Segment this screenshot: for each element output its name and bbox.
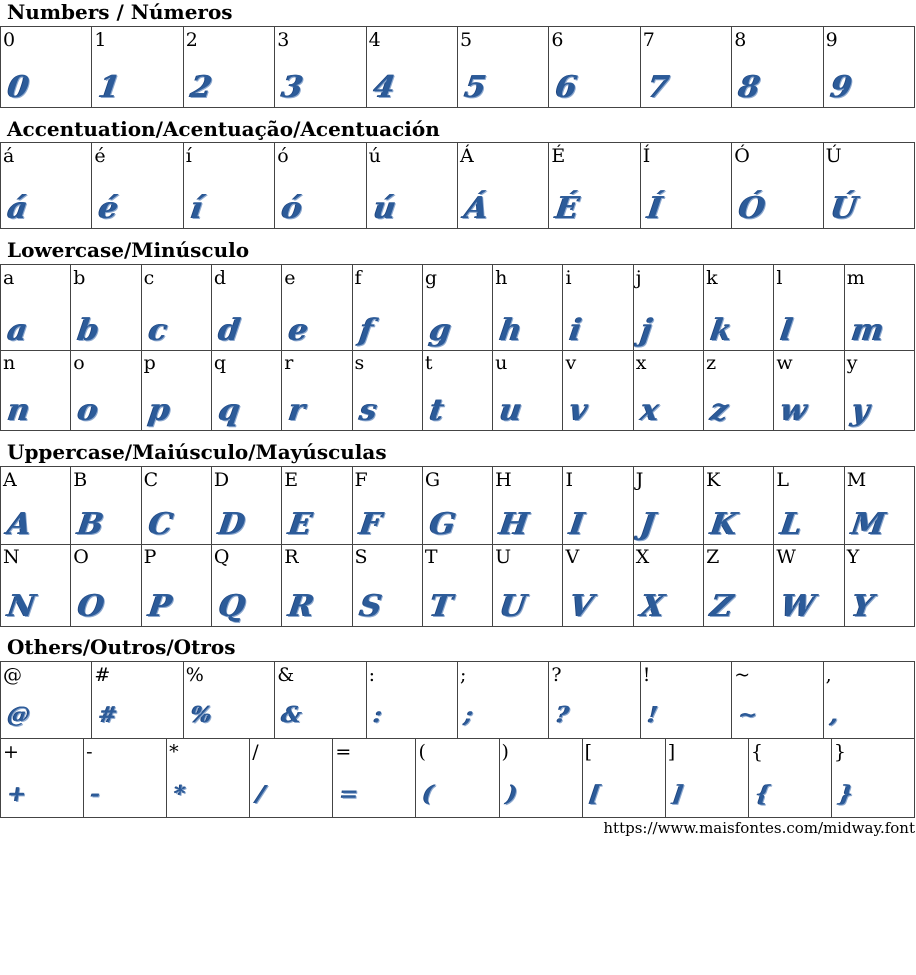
glyph-label: 6 bbox=[551, 29, 564, 51]
glyph-label: é bbox=[94, 145, 106, 167]
lowercase-grid-row-1 bbox=[0, 264, 915, 351]
glyph-cell bbox=[367, 27, 458, 108]
glyph-sample: [ bbox=[587, 781, 602, 807]
glyph-cell bbox=[184, 27, 275, 108]
glyph-cell bbox=[71, 467, 141, 545]
glyph-cell bbox=[71, 350, 141, 431]
glyph-cell bbox=[212, 265, 282, 351]
glyph-label: T bbox=[424, 546, 438, 568]
glyph-label: & bbox=[277, 664, 295, 686]
glyph-label: g bbox=[424, 267, 438, 289]
glyph-label: } bbox=[833, 741, 846, 763]
glyph-sample: O bbox=[75, 589, 107, 624]
glyph-cell bbox=[549, 143, 640, 229]
glyph-sample: 2 bbox=[188, 70, 215, 105]
glyph-sample: C bbox=[146, 507, 176, 542]
glyph-label: - bbox=[86, 741, 93, 763]
glyph-sample: q bbox=[216, 393, 243, 428]
others-grid-row-1 bbox=[0, 661, 915, 739]
glyph-sample: ) bbox=[504, 781, 519, 807]
uppercase-title: Uppercase/Maiúsculo/Mayúsculas bbox=[7, 440, 387, 464]
glyph-sample: é bbox=[97, 191, 122, 226]
glyph-cell bbox=[634, 350, 704, 431]
glyph-sample: f bbox=[357, 313, 375, 348]
glyph-label: 0 bbox=[3, 29, 16, 51]
glyph-sample: 7 bbox=[645, 70, 672, 105]
glyph-sample: : bbox=[371, 702, 384, 728]
glyph-sample: N bbox=[5, 589, 38, 624]
glyph-label: K bbox=[706, 469, 721, 491]
glyph-cell bbox=[493, 350, 563, 431]
glyph-sample: ( bbox=[421, 781, 436, 807]
glyph-label: @ bbox=[3, 664, 22, 686]
glyph-sample: / bbox=[255, 781, 268, 807]
glyph-cell bbox=[749, 739, 832, 818]
glyph-cell bbox=[212, 544, 282, 627]
glyph-sample: ó bbox=[279, 191, 305, 226]
glyph-label: ! bbox=[642, 664, 651, 686]
glyph-cell bbox=[1, 662, 92, 739]
glyph-sample: p bbox=[146, 393, 173, 428]
glyph-cell bbox=[845, 544, 915, 627]
glyph-sample: H bbox=[497, 507, 532, 542]
glyph-label: v bbox=[565, 352, 577, 374]
glyph-label: p bbox=[143, 352, 156, 374]
glyph-cell bbox=[634, 265, 704, 351]
glyph-sample: R bbox=[286, 589, 317, 624]
glyph-sample: g bbox=[427, 313, 454, 348]
glyph-cell bbox=[353, 467, 423, 545]
glyph-cell bbox=[423, 265, 493, 351]
glyph-sample: J bbox=[638, 507, 658, 542]
glyph-cell bbox=[774, 544, 844, 627]
glyph-sample: ; bbox=[463, 702, 475, 728]
glyph-sample: á bbox=[5, 191, 30, 226]
glyph-label: m bbox=[846, 267, 865, 289]
glyph-label: % bbox=[185, 664, 204, 686]
glyph-cell bbox=[275, 27, 366, 108]
glyph-cell bbox=[282, 467, 352, 545]
glyph-label: R bbox=[284, 546, 299, 568]
glyph-label: L bbox=[776, 469, 789, 491]
glyph-label: 7 bbox=[642, 29, 655, 51]
glyph-sample: 0 bbox=[5, 70, 32, 105]
glyph-cell bbox=[142, 265, 212, 351]
glyph-sample: ! bbox=[645, 702, 660, 728]
glyph-cell bbox=[275, 143, 366, 229]
glyph-sample: 6 bbox=[554, 70, 580, 105]
glyph-label: t bbox=[424, 352, 433, 374]
glyph-cell bbox=[704, 544, 774, 627]
glyph-label: 4 bbox=[368, 29, 381, 51]
glyph-sample: w bbox=[778, 393, 810, 428]
glyph-sample: r bbox=[286, 393, 308, 428]
glyph-cell bbox=[275, 662, 366, 739]
glyph-sample: ] bbox=[670, 781, 685, 807]
glyph-sample: v bbox=[568, 393, 591, 428]
glyph-cell bbox=[704, 350, 774, 431]
glyph-cell bbox=[333, 739, 416, 818]
glyph-cell bbox=[92, 27, 183, 108]
glyph-cell bbox=[423, 544, 493, 627]
glyph-sample: E bbox=[286, 507, 315, 542]
glyph-sample: ú bbox=[371, 191, 398, 226]
glyph-label: l bbox=[776, 267, 783, 289]
glyph-sample: 5 bbox=[462, 70, 489, 105]
glyph-cell bbox=[845, 467, 915, 545]
glyph-sample: u bbox=[497, 393, 525, 428]
glyph-cell bbox=[353, 350, 423, 431]
glyph-label: ] bbox=[667, 741, 676, 763]
glyph-label: C bbox=[143, 469, 159, 491]
glyph-label: i bbox=[565, 267, 572, 289]
glyph-sample: c bbox=[146, 313, 170, 348]
glyph-sample: Á bbox=[462, 191, 491, 226]
glyph-label: q bbox=[213, 352, 227, 374]
glyph-sample: Í bbox=[645, 191, 665, 226]
glyph-sample: , bbox=[828, 702, 841, 728]
glyph-label: D bbox=[213, 469, 230, 491]
glyph-sample: É bbox=[554, 191, 582, 226]
glyph-cell bbox=[416, 739, 499, 818]
glyph-label: J bbox=[635, 469, 644, 491]
glyph-sample: F bbox=[357, 507, 384, 542]
glyph-cell bbox=[142, 467, 212, 545]
glyph-label: A bbox=[3, 469, 17, 491]
glyph-sample: I bbox=[568, 507, 588, 542]
glyph-label: n bbox=[3, 352, 16, 374]
glyph-cell bbox=[458, 143, 549, 229]
glyph-label: V bbox=[565, 546, 580, 568]
glyph-cell bbox=[774, 467, 844, 545]
glyph-sample: j bbox=[638, 313, 655, 348]
glyph-label: y bbox=[846, 352, 858, 374]
glyph-sample: @ bbox=[6, 702, 32, 728]
glyph-label: 1 bbox=[94, 29, 107, 51]
glyph-label: Á bbox=[460, 145, 474, 167]
glyph-sample: Ú bbox=[828, 191, 860, 226]
glyph-cell bbox=[832, 739, 915, 818]
glyph-label: P bbox=[143, 546, 157, 568]
glyph-sample: x bbox=[638, 393, 662, 428]
glyph-label: o bbox=[73, 352, 85, 374]
glyph-cell bbox=[549, 662, 640, 739]
glyph-label: É bbox=[551, 145, 566, 167]
credit-url: https://www.maisfontes.com/midway.font bbox=[603, 819, 915, 837]
glyph-label: * bbox=[169, 741, 179, 763]
glyph-cell bbox=[549, 27, 640, 108]
glyph-label: Í bbox=[642, 145, 651, 167]
glyph-cell bbox=[774, 265, 844, 351]
glyph-cell bbox=[1, 467, 71, 545]
accents-grid bbox=[0, 142, 915, 229]
glyph-sample: L bbox=[778, 507, 805, 542]
glyph-cell bbox=[458, 27, 549, 108]
glyph-label: ( bbox=[418, 741, 426, 763]
uppercase-grid-row-2 bbox=[0, 544, 915, 627]
glyph-label: # bbox=[94, 664, 111, 686]
glyph-cell bbox=[845, 265, 915, 351]
glyph-label: ú bbox=[368, 145, 381, 167]
accents-title: Accentuation/Acentuação/Acentuación bbox=[7, 117, 440, 141]
glyph-label: N bbox=[3, 546, 20, 568]
glyph-sample: K bbox=[708, 507, 740, 542]
glyph-sample: Ó bbox=[736, 191, 768, 226]
glyph-sample: X bbox=[638, 589, 667, 624]
glyph-sample: G bbox=[427, 507, 458, 542]
glyph-label: 3 bbox=[277, 29, 290, 51]
glyph-cell bbox=[493, 467, 563, 545]
glyph-label: 2 bbox=[185, 29, 198, 51]
glyph-label: ) bbox=[501, 741, 509, 763]
glyph-cell bbox=[367, 662, 458, 739]
glyph-sample: Y bbox=[849, 589, 876, 624]
glyph-label: [ bbox=[584, 741, 593, 763]
glyph-label: Y bbox=[846, 546, 860, 568]
glyph-cell bbox=[1, 544, 71, 627]
glyph-label: u bbox=[495, 352, 508, 374]
glyph-sample: - bbox=[89, 781, 103, 807]
glyph-label: a bbox=[3, 267, 15, 289]
glyph-sample: 3 bbox=[279, 70, 306, 105]
glyph-sample: % bbox=[188, 702, 214, 728]
glyph-label: , bbox=[825, 664, 832, 686]
glyph-label: U bbox=[495, 546, 512, 568]
glyph-label: á bbox=[3, 145, 15, 167]
glyph-sample: & bbox=[280, 702, 304, 728]
glyph-sample: i bbox=[568, 313, 585, 348]
glyph-sample: l bbox=[778, 313, 796, 348]
glyph-sample: z bbox=[708, 393, 731, 428]
glyph-cell bbox=[92, 143, 183, 229]
glyph-sample: = bbox=[338, 781, 361, 807]
glyph-sample: P bbox=[146, 589, 174, 624]
glyph-sample: B bbox=[75, 507, 107, 542]
glyph-sample: D bbox=[216, 507, 248, 542]
glyph-label: 9 bbox=[825, 29, 838, 51]
glyph-sample: U bbox=[497, 589, 529, 624]
numbers-grid bbox=[0, 26, 915, 108]
glyph-sample: ? bbox=[554, 702, 572, 728]
glyph-cell bbox=[184, 662, 275, 739]
glyph-label: d bbox=[213, 267, 227, 289]
glyph-label: ? bbox=[551, 664, 562, 686]
glyph-cell bbox=[732, 662, 823, 739]
glyph-sample: 1 bbox=[97, 70, 123, 105]
glyph-cell bbox=[704, 265, 774, 351]
glyph-label: + bbox=[3, 741, 19, 763]
glyph-label: h bbox=[495, 267, 508, 289]
glyph-sample: í bbox=[188, 191, 205, 226]
glyph-cell bbox=[634, 544, 704, 627]
glyph-label: B bbox=[73, 469, 88, 491]
lowercase-grid-row-2 bbox=[0, 350, 915, 431]
glyph-sample: d bbox=[216, 313, 243, 348]
glyph-sample: T bbox=[427, 589, 455, 624]
lowercase-title: Lowercase/Minúsculo bbox=[7, 238, 250, 262]
glyph-cell bbox=[563, 265, 633, 351]
glyph-sample: y bbox=[849, 393, 872, 428]
glyph-sample: m bbox=[849, 313, 886, 348]
glyph-cell bbox=[458, 662, 549, 739]
glyph-label: b bbox=[73, 267, 86, 289]
glyph-label: í bbox=[185, 145, 192, 167]
glyph-cell bbox=[641, 662, 732, 739]
glyph-label: x bbox=[635, 352, 647, 374]
glyph-label: E bbox=[284, 469, 299, 491]
glyph-cell bbox=[367, 143, 458, 229]
glyph-sample: 8 bbox=[736, 70, 763, 105]
glyph-cell bbox=[212, 467, 282, 545]
glyph-label: I bbox=[565, 469, 573, 491]
glyph-sample: # bbox=[97, 702, 120, 728]
glyph-cell bbox=[167, 739, 250, 818]
glyph-cell bbox=[353, 544, 423, 627]
glyph-label: c bbox=[143, 267, 155, 289]
glyph-sample: { bbox=[753, 781, 772, 807]
glyph-sample: k bbox=[708, 313, 735, 348]
glyph-label: f bbox=[354, 267, 362, 289]
glyph-sample: t bbox=[427, 393, 447, 428]
glyph-cell bbox=[423, 350, 493, 431]
glyph-sample: s bbox=[357, 393, 379, 428]
glyph-label: = bbox=[335, 741, 352, 763]
uppercase-grid-row-1 bbox=[0, 466, 915, 545]
glyph-sample: ~ bbox=[737, 702, 760, 728]
glyph-label: Ó bbox=[734, 145, 750, 167]
glyph-sample: W bbox=[778, 589, 818, 624]
glyph-label: S bbox=[354, 546, 368, 568]
others-title: Others/Outros/Otros bbox=[7, 635, 236, 659]
glyph-sample: S bbox=[357, 589, 384, 624]
glyph-cell bbox=[282, 544, 352, 627]
glyph-sample: 4 bbox=[371, 70, 397, 105]
glyph-label: { bbox=[750, 741, 763, 763]
glyph-label: Ú bbox=[825, 145, 842, 167]
numbers-title: Numbers / Números bbox=[7, 0, 233, 24]
glyph-cell bbox=[500, 739, 583, 818]
glyph-label: W bbox=[776, 546, 796, 568]
glyph-cell bbox=[423, 467, 493, 545]
glyph-sample: V bbox=[568, 589, 597, 624]
glyph-cell bbox=[641, 27, 732, 108]
glyph-cell bbox=[666, 739, 749, 818]
glyph-cell bbox=[774, 350, 844, 431]
glyph-cell bbox=[493, 265, 563, 351]
glyph-sample: h bbox=[497, 313, 525, 348]
glyph-sample: n bbox=[5, 393, 33, 428]
glyph-cell bbox=[84, 739, 167, 818]
glyph-cell bbox=[583, 739, 666, 818]
glyph-label: e bbox=[284, 267, 296, 289]
glyph-cell bbox=[845, 350, 915, 431]
glyph-cell bbox=[1, 27, 92, 108]
glyph-cell bbox=[493, 544, 563, 627]
glyph-sample: e bbox=[286, 313, 311, 348]
glyph-label: : bbox=[368, 664, 375, 686]
glyph-label: w bbox=[776, 352, 793, 374]
glyph-sample: A bbox=[5, 507, 34, 542]
glyph-cell bbox=[282, 265, 352, 351]
glyph-label: 8 bbox=[734, 29, 747, 51]
glyph-label: G bbox=[424, 469, 441, 491]
glyph-cell bbox=[1, 350, 71, 431]
glyph-cell bbox=[824, 27, 915, 108]
glyph-label: O bbox=[73, 546, 89, 568]
glyph-cell bbox=[704, 467, 774, 545]
glyph-sample: a bbox=[5, 313, 30, 348]
glyph-label: ; bbox=[460, 664, 467, 686]
glyph-cell bbox=[353, 265, 423, 351]
glyph-sample: + bbox=[6, 781, 29, 807]
glyph-sample: o bbox=[75, 393, 101, 428]
glyph-cell bbox=[250, 739, 333, 818]
glyph-cell bbox=[824, 662, 915, 739]
glyph-sample: 9 bbox=[828, 70, 854, 105]
glyph-sample: b bbox=[75, 313, 102, 348]
glyph-cell bbox=[563, 350, 633, 431]
glyph-label: X bbox=[635, 546, 650, 568]
glyph-cell bbox=[634, 467, 704, 545]
glyph-cell bbox=[732, 143, 823, 229]
glyph-cell bbox=[184, 143, 275, 229]
glyph-cell bbox=[1, 265, 71, 351]
glyph-label: 5 bbox=[460, 29, 473, 51]
glyph-sample: } bbox=[837, 781, 855, 807]
glyph-cell bbox=[563, 467, 633, 545]
glyph-label: k bbox=[706, 267, 718, 289]
glyph-sample: Q bbox=[216, 589, 248, 624]
glyph-label: M bbox=[846, 469, 867, 491]
glyph-sample: M bbox=[849, 507, 888, 542]
glyph-label: j bbox=[635, 267, 642, 289]
glyph-cell bbox=[142, 544, 212, 627]
glyph-cell bbox=[282, 350, 352, 431]
glyph-label: ó bbox=[277, 145, 289, 167]
glyph-label: s bbox=[354, 352, 365, 374]
others-grid-row-2 bbox=[0, 738, 915, 818]
glyph-label: F bbox=[354, 469, 368, 491]
glyph-cell bbox=[142, 350, 212, 431]
glyph-cell bbox=[732, 27, 823, 108]
glyph-sample: * bbox=[172, 781, 188, 807]
glyph-cell bbox=[563, 544, 633, 627]
glyph-label: H bbox=[495, 469, 512, 491]
glyph-label: Z bbox=[706, 546, 720, 568]
glyph-cell bbox=[824, 143, 915, 229]
glyph-label: r bbox=[284, 352, 294, 374]
glyph-cell bbox=[71, 544, 141, 627]
glyph-cell bbox=[641, 143, 732, 229]
glyph-cell bbox=[92, 662, 183, 739]
glyph-cell bbox=[212, 350, 282, 431]
glyph-label: z bbox=[706, 352, 717, 374]
glyph-cell bbox=[1, 739, 84, 818]
glyph-label: ~ bbox=[734, 664, 751, 686]
glyph-cell bbox=[1, 143, 92, 229]
glyph-label: Q bbox=[213, 546, 230, 568]
glyph-sample: Z bbox=[708, 589, 736, 624]
glyph-label: / bbox=[252, 741, 259, 763]
glyph-cell bbox=[71, 265, 141, 351]
